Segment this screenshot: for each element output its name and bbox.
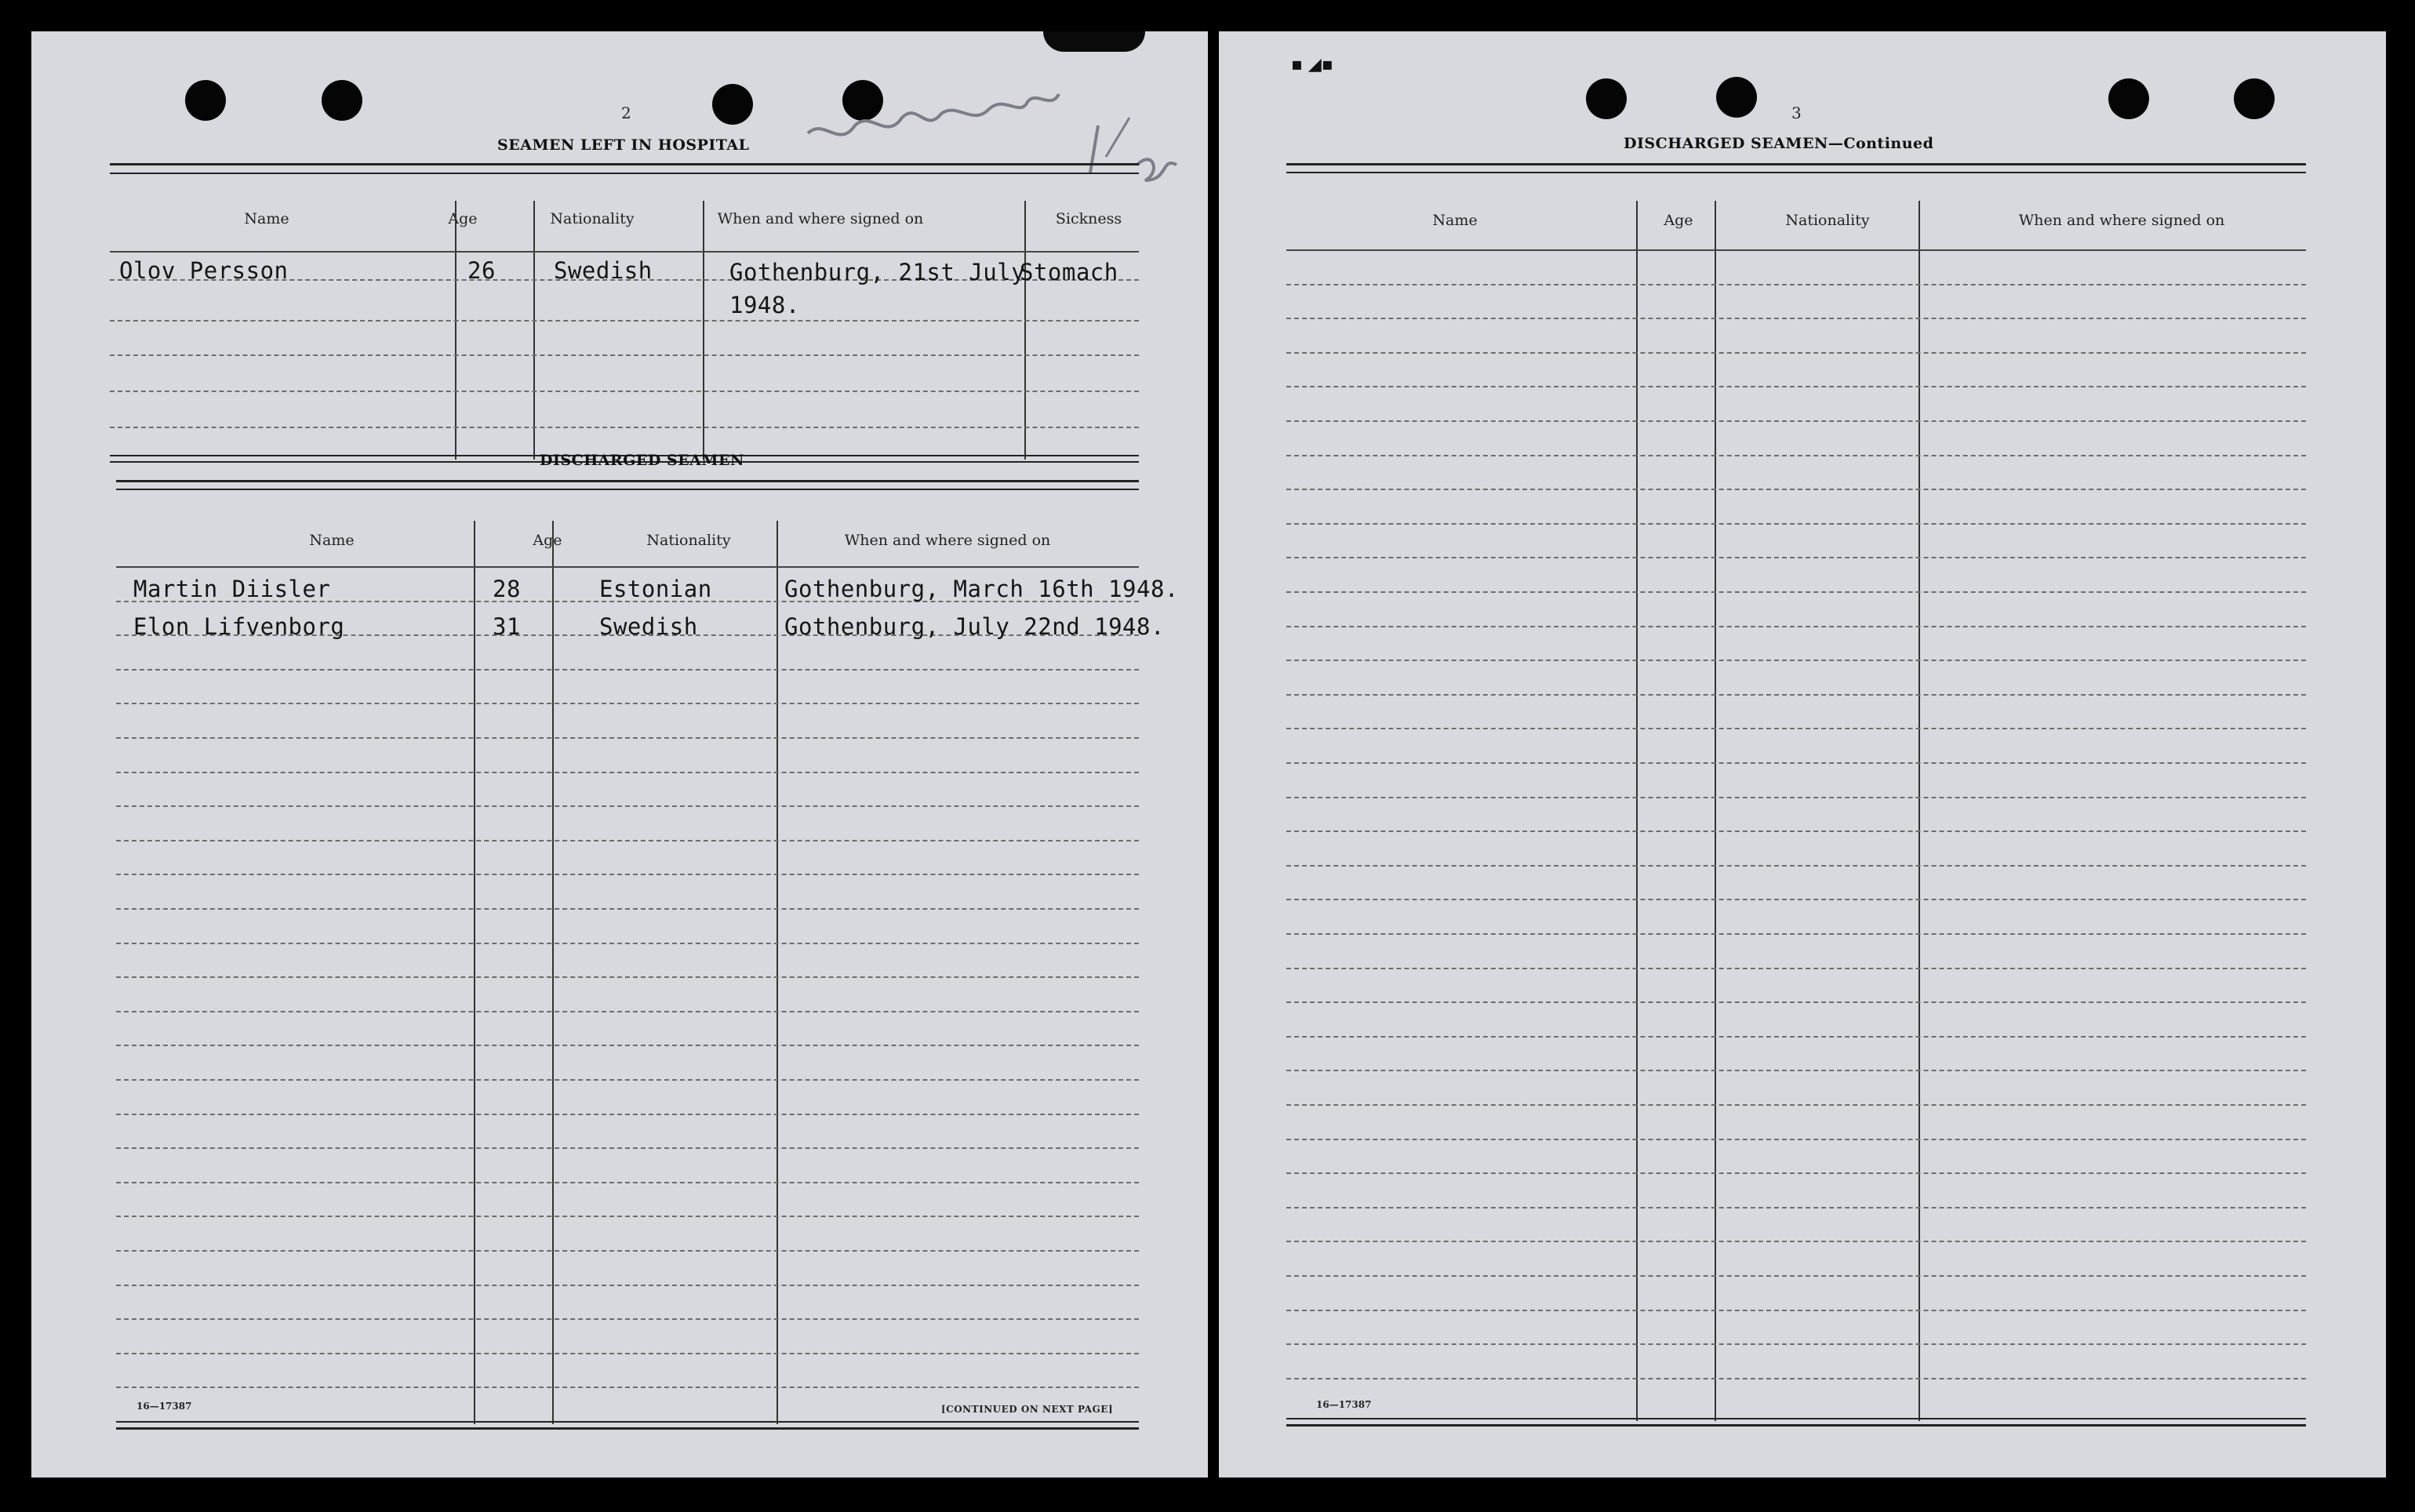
ruled-line	[1286, 797, 2306, 798]
ruled-line	[1286, 1139, 2306, 1140]
discharged-row-name: Elon Lifvenborg	[133, 613, 345, 640]
page-number: 3	[1791, 104, 1802, 122]
ruled-line	[116, 566, 1139, 568]
ruled-line	[1286, 455, 2306, 456]
column-header-sickness: Sickness	[1055, 210, 1122, 227]
ruled-line	[1286, 1207, 2306, 1209]
ruled-line	[1286, 420, 2306, 422]
discharged-row-nationality: Estonian	[599, 576, 712, 602]
discharged-row-signed-on: Gothenburg, March 16th 1948.	[784, 576, 1179, 602]
column-header-nationality: Nationality	[1785, 212, 1870, 229]
ruled-line	[1286, 968, 2306, 969]
ruled-line	[116, 1079, 1139, 1081]
ruled-line	[116, 1114, 1139, 1115]
punch-hole	[1716, 77, 1757, 118]
column-header-age: Age	[448, 210, 478, 227]
punch-hole	[2108, 78, 2149, 119]
ruled-line	[1286, 249, 2306, 251]
ruled-line	[1286, 1310, 2306, 1311]
ruled-line	[116, 669, 1139, 671]
ruled-line	[1286, 865, 2306, 867]
ruled-line	[116, 1318, 1139, 1320]
ruled-line	[1286, 557, 2306, 558]
hospital-row-name: Olov Persson	[119, 257, 289, 284]
ruled-line	[1286, 694, 2306, 696]
ruled-line	[116, 1011, 1139, 1012]
ruled-line	[1286, 523, 2306, 525]
right-discharged-table	[1286, 163, 2306, 1426]
ruled-line	[1286, 1104, 2306, 1106]
punch-hole	[185, 80, 226, 121]
column-header-signed-on: When and where signed on	[844, 532, 1051, 549]
ruled-line	[1286, 1036, 2306, 1038]
ruled-line	[116, 908, 1139, 910]
ruled-line	[116, 703, 1139, 704]
form-number: 16—17387	[1316, 1399, 1372, 1410]
right-page: ▪ ◢▪ 3 DISCHARGED SEAMEN—Continued Name Age Nationality When and where signed on 16—17387	[1219, 31, 2386, 1477]
ruled-line	[116, 943, 1139, 944]
ruled-line	[1286, 831, 2306, 832]
discharged-row-name: Martin Diisler	[133, 576, 331, 602]
discharged-row-signed-on: Gothenburg, July 22nd 1948.	[784, 613, 1165, 640]
column-header-age: Age	[533, 532, 562, 549]
ruled-line	[116, 772, 1139, 773]
column-header-name: Name	[1432, 212, 1478, 229]
right-section-title-main: DISCHARGED SEAMEN	[1624, 135, 1828, 152]
ruled-line	[116, 976, 1139, 978]
form-number: 16—17387	[136, 1401, 192, 1412]
ruled-line	[116, 1250, 1139, 1252]
column-header-nationality: Nationality	[550, 210, 635, 227]
ruled-line	[116, 805, 1139, 807]
ruled-line	[116, 874, 1139, 875]
punch-hole	[712, 84, 753, 125]
ruled-line	[1286, 1070, 2306, 1071]
page-number: 2	[621, 104, 631, 122]
hospital-table	[110, 163, 1139, 461]
ruled-line	[1286, 1001, 2306, 1003]
discharged-table	[116, 480, 1179, 1429]
hospital-row-nationality: Swedish	[554, 257, 653, 284]
discharged-row-age: 31	[493, 613, 521, 640]
ruled-line	[1286, 591, 2306, 593]
hospital-row-age: 26	[467, 257, 496, 284]
ruled-line	[116, 1285, 1139, 1286]
ruled-line	[1286, 1241, 2306, 1242]
column-header-name: Name	[309, 532, 355, 549]
ruled-line	[116, 1387, 1139, 1388]
column-header-signed-on: When and where signed on	[2018, 212, 2225, 229]
ruled-line	[116, 1147, 1139, 1149]
page-tear	[1043, 31, 1145, 52]
ruled-line	[1286, 660, 2306, 661]
ruled-line	[1286, 1172, 2306, 1174]
left-page	[31, 31, 1208, 1477]
ruled-line	[1286, 318, 2306, 319]
punch-hole	[1586, 78, 1627, 119]
ruled-line	[116, 737, 1139, 739]
punch-hole	[322, 80, 362, 121]
ruled-line	[116, 1216, 1139, 1217]
ruled-line	[1286, 1378, 2306, 1379]
ruled-line	[1286, 1343, 2306, 1345]
hospital-row-sickness: Stomach	[1020, 259, 1118, 285]
ruled-line	[116, 1182, 1139, 1183]
ruled-line	[116, 1045, 1139, 1046]
hospital-row-signed-on: Gothenburg, 21st July	[729, 259, 1026, 285]
ruled-line	[1286, 626, 2306, 627]
hospital-section-title: SEAMEN LEFT IN HOSPITAL	[497, 136, 750, 154]
ruled-line	[116, 840, 1139, 841]
hospital-row-signed-on-year: 1948.	[729, 292, 800, 318]
ruled-line	[116, 1353, 1139, 1354]
ruled-line	[1286, 762, 2306, 764]
column-header-name: Name	[244, 210, 289, 227]
column-header-age: Age	[1664, 212, 1693, 229]
continued-note: [CONTINUED ON NEXT PAGE]	[941, 1404, 1114, 1415]
right-section-title	[1624, 135, 1933, 152]
ruled-line	[1286, 352, 2306, 354]
column-header-nationality: Nationality	[646, 532, 731, 549]
right-section-title-cont: —Continued	[1828, 135, 1934, 152]
ruled-line	[1286, 1275, 2306, 1277]
ruled-line	[1286, 386, 2306, 387]
ruled-line	[1286, 728, 2306, 729]
ruled-line	[1286, 284, 2306, 285]
ruled-line	[1286, 933, 2306, 935]
ruled-line	[1286, 899, 2306, 900]
discharged-row-nationality: Swedish	[599, 613, 698, 640]
column-header-signed-on: When and where signed on	[717, 210, 924, 227]
ruled-line	[1286, 489, 2306, 490]
discharged-row-age: 28	[493, 576, 521, 602]
discharged-section-title: DISCHARGED SEAMEN	[540, 452, 744, 469]
punch-hole	[2234, 78, 2275, 119]
